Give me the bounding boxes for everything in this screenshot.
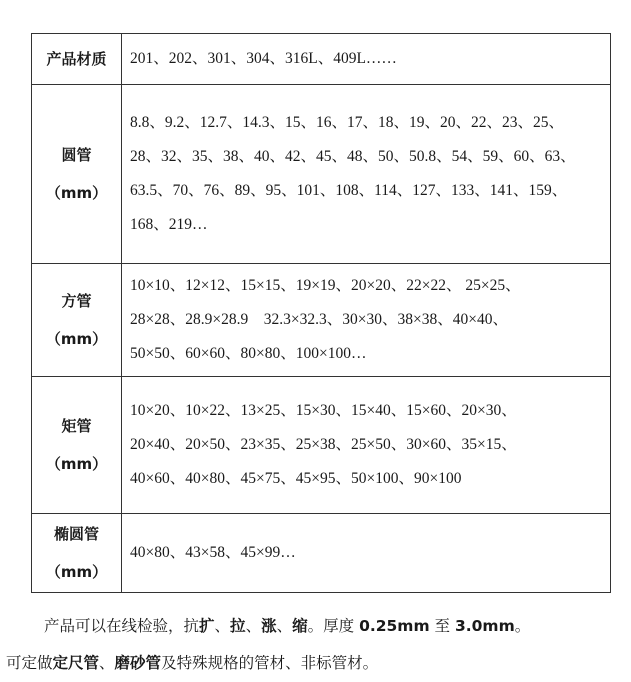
note-emphasis: 3.0mm [454,617,515,635]
row-label [32,514,122,593]
row-label-unit: （mm） [45,184,108,202]
note-text: 、 [245,617,262,635]
note-text: 。 [514,617,531,635]
note-text: 。厚度 [307,617,360,635]
table-row-round-tube [32,85,611,264]
table-row-oval-tube [32,514,611,593]
row-label [32,85,122,264]
table-row-rect-tube [32,377,611,514]
value-line: 20×40、20×50、23×35、25×38、25×50、30×60、35×15、 [130,436,517,453]
row-values [122,34,611,85]
value-line: 50×50、60×60、80×80、100×100… [130,345,367,362]
note-emphasis: 定尺管 [52,654,100,672]
value-line: 201、202、301、304、316L、409L…… [130,50,397,67]
value-line: 10×10、12×12、15×15、19×19、20×20、22×22、 25×25、 [130,277,521,294]
table-row-square-tube [32,264,611,377]
note-text: 、 [214,617,231,635]
value-line: 8.8、9.2、12.7、14.3、15、16、17、18、19、20、22、23、25、 [130,114,565,131]
value-line: 63.5、70、76、89、95、101、108、114、127、133、141、159、 [130,182,568,199]
row-label-text: 产品材质 [46,50,107,68]
row-label-text: 方管 [61,292,92,310]
row-label [32,34,122,85]
row-label-text: 椭圆管 [53,525,99,543]
note-emphasis: 磨砂管 [114,654,162,672]
row-values [122,264,611,377]
note-emphasis: 0.25mm [359,617,430,635]
note-emphasis: 缩 [292,617,308,635]
note-emphasis: 拉 [230,617,246,635]
value-line: 28×28、28.9×28.9 32.3×32.3、30×30、38×38、40×40、 [130,311,508,328]
note-text: 、 [99,654,115,672]
note-inspection-thickness [44,614,530,636]
row-values [122,377,611,514]
note-text: 、 [276,617,293,635]
note-text: 至 [429,617,455,635]
row-label-text: 矩管 [61,417,92,435]
row-values [122,85,611,264]
value-line: 40×80、43×58、45×99… [130,544,296,561]
note-text: 可定做 [6,654,53,672]
note-emphasis: 涨 [261,617,277,635]
note-text: 产品可以在线检验，抗 [44,617,200,635]
note-emphasis: 扩 [199,617,215,635]
value-line: 40×60、40×80、45×75、45×95、50×100、90×100 [130,470,462,487]
note-text: 及特殊规格的管材、非标管材。 [161,654,379,672]
table-row-material [32,34,611,85]
row-label-unit: （mm） [45,330,108,348]
row-label [32,377,122,514]
row-label [32,264,122,377]
value-line: 10×20、10×22、13×25、15×30、15×40、15×60、20×30、 [130,402,517,419]
row-label-unit: （mm） [45,455,108,473]
row-label-text: 圆管 [61,146,92,164]
value-line: 168、219… [130,216,208,233]
row-label-unit: （mm） [45,563,108,581]
spec-table [31,33,611,593]
row-values [122,514,611,593]
value-line: 28、32、35、38、40、42、45、48、50、50.8、54、59、60、63、 [130,148,576,165]
note-custom-order [6,651,378,673]
